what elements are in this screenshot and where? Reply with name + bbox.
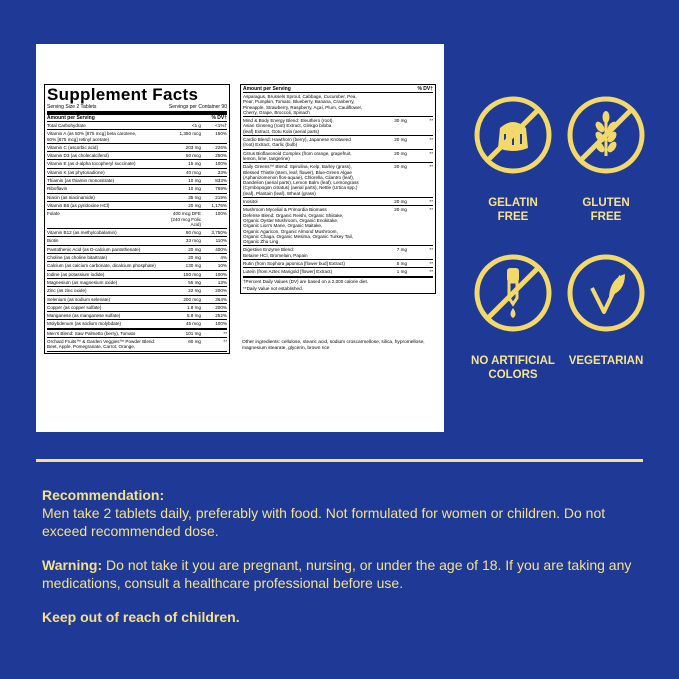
- nutrient-amount: 20 mg: [394, 207, 407, 213]
- table-row: [243, 93, 433, 117]
- nutrient-amount: 7 mg: [396, 247, 407, 253]
- nutrient-dv: 226%: [215, 144, 227, 150]
- table-row: [47, 296, 227, 304]
- table-row: [243, 260, 433, 268]
- nutrient-name: Vitamin D3 (as cholecalciferol): [47, 153, 109, 159]
- nutrient-name: Pantothenic Acid (as D-calcium pantothenate): [47, 246, 141, 252]
- nutrient-dv: **: [429, 150, 433, 156]
- nutrient-amount: 10 mg: [188, 186, 201, 192]
- table-row: [47, 202, 227, 210]
- nutrient-name: Zinc (as zinc oxide): [47, 288, 87, 294]
- warning-heading: Warning:: [42, 557, 103, 573]
- serving-info: [47, 104, 227, 115]
- badge-label-colors: NO ARTIFICIAL COLORS: [471, 355, 555, 381]
- table-header: [47, 115, 227, 122]
- nutrient-dv: 100%: [215, 161, 227, 167]
- nutrient-dv: 10%: [217, 263, 227, 269]
- supplement-facts-title: Supplement Facts: [47, 85, 199, 104]
- nutrient-dv: 1,176%: [211, 202, 227, 208]
- nutrient-name: Vitamin E (as d-alpha tocopheryl succinate): [47, 161, 136, 167]
- nutrient-name: Manganese (as manganese sulfate): [47, 313, 121, 319]
- nutrient-amount: 5.8 mg: [186, 313, 201, 319]
- table-row: [47, 185, 227, 193]
- nutrient-name: Vitamin B12 (as methylcobalamin): [47, 230, 117, 236]
- nutrient-amount: 33 mcg: [185, 238, 201, 244]
- nutrient-name: Vitamin A (as 50% [675 mcg] beta carotene, 50% [675 mcg] retinyl acetate): [47, 131, 137, 142]
- nutrient-amount: 20 mg: [188, 246, 201, 252]
- table-row: [243, 206, 433, 246]
- nutrient-name: Mind & Body Energy Blend: Eleuthero (root), Asian Ginseng (root) Extract, Ginkgo biloba (leaf) Extract, Gotu Kola (aerial parts): [243, 118, 334, 134]
- nutrient-amount: 60 mg: [188, 339, 201, 345]
- table-row: [47, 160, 227, 168]
- nutrient-dv: 13%: [217, 279, 227, 285]
- nutrient-name: Niacin (as niacinamide): [47, 194, 95, 200]
- nutrient-name: Citrus Bioflavonoid Complex (from orange, grapefruit, lemon, lime, tangerine): [243, 150, 352, 161]
- badge-label-gluten: GLUTEN FREE: [582, 197, 630, 223]
- nutrient-amount: 90 mcg: [185, 230, 201, 236]
- nutrient-amount: 10 mg: [188, 178, 201, 184]
- nutrient-dv: 3,750%: [211, 230, 227, 236]
- nutrient-amount: 1,350 mcg: [179, 131, 201, 137]
- nutrient-dv: **: [429, 199, 433, 205]
- badge-label-vegetarian: VEGETARIAN: [568, 355, 644, 367]
- table-row: [47, 304, 227, 312]
- nutrient-dv: 200%: [215, 288, 227, 294]
- nutrient-amount: 55 mg: [188, 279, 201, 285]
- table-row: [243, 117, 433, 136]
- nutrient-amount: 1.8 mg: [186, 304, 201, 310]
- nutrient-dv: 33%: [217, 169, 227, 175]
- nutrient-dv: **: [223, 330, 227, 336]
- table-row: [243, 246, 433, 260]
- header-amount: Amount per Serving: [47, 115, 95, 121]
- nutrient-amount: <1 g: [191, 123, 201, 128]
- table-row: [47, 246, 227, 254]
- table-row: [47, 152, 227, 160]
- header-dv-2: % DV†: [417, 86, 433, 92]
- nutrient-name: Calcium (as calcium carbonate, dicalcium phosphate): [47, 263, 156, 269]
- nutrient-amount: 20 mg: [188, 255, 201, 261]
- nutrient-amount: 5 mg: [396, 261, 407, 267]
- nutrient-dv: **: [429, 247, 433, 253]
- table-row: [47, 144, 227, 152]
- nutrient-name: Vitamin C (ascorbic acid): [47, 144, 98, 150]
- nutrient-dv: 219%: [215, 194, 227, 200]
- nutrient-amount: 101 mg: [185, 330, 201, 336]
- table-row: [243, 150, 433, 164]
- nutrient-amount: 20 mg: [394, 199, 407, 205]
- nutrient-amount: 45 mcg: [185, 321, 201, 327]
- nutrient-name: Choline (as choline bitartrate): [47, 255, 108, 261]
- nutrient-amount: 150 mcg: [183, 271, 201, 277]
- footnote-not-established: **Daily Value not established.: [243, 285, 303, 291]
- nutrient-name: Molybdenum (as sodium molybdate): [47, 321, 122, 327]
- table-row: [47, 287, 227, 295]
- supplement-facts-table-continued: [240, 84, 436, 294]
- table-row: [47, 312, 227, 320]
- nutrient-amount: 200 mcg: [183, 296, 201, 302]
- nutrient-name: Asparagus, Brussels Sprout, Cabbage, Cucumber, Pea, Pear, Pumpkin, Tomato, Blueberry, Banana, Cranberry, Pineapple, Strawberry, Raspberry, Açaí, Plum, Cauliflower, Cherry, Grape, Broccoli, Spinach: [243, 94, 363, 115]
- nutrient-dv: 110%: [215, 238, 227, 244]
- header-amount-2: Amount per Serving: [243, 86, 291, 92]
- nutrient-dv: 252%: [215, 313, 227, 319]
- nutrient-rows: [47, 122, 227, 352]
- nutrient-name: Orchard Fruits™ & Garden Veggies™ Powder Blend: Beet, Apple, Pomegranate, Carrot, Orange,: [47, 339, 156, 350]
- table-row: [47, 237, 227, 245]
- nutrient-amount: [373, 94, 407, 115]
- table-row: [47, 229, 227, 237]
- nutrient-name: Men's Blend: Saw Palmetto (berry), Tomato: [47, 330, 136, 336]
- nutrient-dv: **: [429, 207, 433, 213]
- nutrient-dv: **: [429, 118, 433, 124]
- recommendation-block: [42, 486, 642, 540]
- nutrient-name: Cardio Blend: Hawthorn (berry), Japanese Knotweed (root) Extract, Garlic (bulb): [243, 137, 351, 148]
- table-row: [47, 177, 227, 185]
- nutrient-dv: 100%: [215, 211, 227, 217]
- nutrient-amount: 1 mg: [396, 269, 407, 275]
- recommendation-text: Men take 2 tablets daily, preferably with food. Not formulated for women or children. Do not exceed recommended dose.: [42, 505, 606, 539]
- nutrient-dv: 150%: [215, 131, 227, 137]
- table-row: [47, 210, 227, 229]
- recommendation-heading: Recommendation:: [42, 487, 165, 503]
- nutrient-name: Selenium (as sodium selenate): [47, 296, 111, 302]
- table-row: [47, 271, 227, 279]
- warning-block: [42, 556, 642, 592]
- nutrient-amount: 35 mg: [188, 194, 201, 200]
- nutrient-dv: **: [429, 164, 433, 170]
- header-dv: % DV†: [211, 115, 227, 121]
- table-row: [47, 320, 227, 329]
- nutrient-name: Iodine (as potassium iodide): [47, 271, 105, 277]
- table-row: [47, 122, 227, 130]
- nutrient-name: Digestive Enzyme Blend: Betaine HCl, Bromelain, Papain: [243, 247, 308, 258]
- nutrient-dv: [407, 94, 433, 115]
- nutrient-amount: 30 mg: [394, 118, 407, 124]
- footnote-dv: †Percent Daily Values (DV) are based on a 2,000 calorie diet.: [243, 278, 369, 284]
- supplement-facts-table: [44, 84, 230, 354]
- table-row: [47, 279, 227, 287]
- nutrient-dv: 100%: [215, 321, 227, 327]
- nutrient-name: Folate: [47, 211, 60, 217]
- badge-label-gelatin: GELATIN FREE: [488, 197, 538, 223]
- nutrient-name: Biotin: [47, 238, 59, 244]
- nutrient-dv: **: [429, 261, 433, 267]
- nutrient-name: Total Carbohydrate: [47, 123, 86, 128]
- nutrient-dv: 100%: [215, 271, 227, 277]
- blend-rows: [243, 93, 433, 278]
- nutrient-amount: 400 mcg DFE (240 mcg Folic Acid): [170, 211, 201, 227]
- nutrient-dv: **: [429, 269, 433, 275]
- nutrient-name: Copper (as copper sulfate): [47, 304, 102, 310]
- nutrient-dv: 769%: [215, 186, 227, 192]
- nutrient-name: Thiamin (as thiamin mononitrate): [47, 178, 115, 184]
- nutrient-dv: 833%: [215, 178, 227, 184]
- nutrient-amount: 50 mcg: [185, 153, 201, 159]
- gelatin-free-icon: [472, 94, 554, 176]
- nutrient-name: Inositol: [243, 199, 258, 205]
- table-row: [243, 198, 433, 206]
- nutrient-dv: 400%: [215, 246, 227, 252]
- serving-size: Serving Size 2 Tablets: [47, 104, 97, 110]
- gluten-free-icon: [565, 94, 647, 176]
- nutrient-dv: **: [223, 339, 227, 345]
- table-row: [47, 262, 227, 270]
- nutrient-amount: 20 mg: [394, 137, 407, 143]
- keep-out-text: Keep out of reach of children.: [42, 609, 240, 625]
- vegetarian-icon: [565, 252, 647, 334]
- nutrient-name: Lutein (from Aztec Marigold [flower] Extract): [243, 269, 333, 275]
- nutrient-amount: 130 mg: [185, 263, 201, 269]
- table-row: [243, 268, 433, 277]
- nutrient-name: Rutin (from Sophora japonica [flower bud] Extract): [243, 261, 345, 267]
- warning-text: Do not take it you are pregnant, nursing, or under the age of 18. If you are taking any medications, consult a healthcare professional before use.: [42, 557, 632, 591]
- nutrient-dv: <1%†: [215, 123, 227, 128]
- nutrient-dv: 250%: [215, 153, 227, 159]
- nutrient-amount: 40 mcg: [185, 169, 201, 175]
- nutrient-name: Daily Greens™ Blend: Spirulina, Kelp, Barley (grass), Blessed Thistle (stem, leaf, flower), Blue-Green Algae (Aphanizomenon flos-aquae), Chlorella, Cilantro (leaf), Dandelion (aerial parts), Lemon Balm (leaf), Lemongrass (Cymbopogon citratus) (aerial parts), Nettle (Urtica spp.) (leaf), Plantain (leaf), Wheat (grass): [243, 164, 359, 196]
- nutrient-dv: 364%: [215, 296, 227, 302]
- table-row: [47, 330, 227, 338]
- table-row: [243, 136, 433, 150]
- table-header-continued: [243, 86, 433, 93]
- no-artificial-colors-icon: [472, 252, 554, 334]
- table-row: [47, 338, 227, 352]
- nutrient-dv: 4%: [220, 255, 227, 261]
- nutrient-amount: 20 mg: [394, 164, 407, 170]
- table-row: [47, 254, 227, 262]
- nutrient-dv: **: [429, 137, 433, 143]
- servings-per-container: Servings per Container 90: [168, 104, 227, 110]
- nutrient-name: Vitamin B6 (as pyridoxine HCl): [47, 202, 110, 208]
- divider-line: [36, 459, 643, 462]
- nutrient-amount: 20 mg: [188, 202, 201, 208]
- nutrient-name: Vitamin K (as phytonadione): [47, 169, 105, 175]
- nutrient-amount: 203 mg: [185, 144, 201, 150]
- table-row: [47, 130, 227, 144]
- nutrient-name: Magnesium (as magnesium oxide): [47, 279, 118, 285]
- nutrient-amount: 15 mg: [188, 161, 201, 167]
- nutrient-name: Riboflavin: [47, 186, 68, 192]
- nutrient-amount: 20 mg: [394, 150, 407, 156]
- table-row: [47, 194, 227, 202]
- table-row: [243, 163, 433, 198]
- table-row: [47, 169, 227, 177]
- supplement-facts-panel: [36, 44, 444, 432]
- nutrient-name: Mushroom Mycelial & Primordia Biomass Defense Blend: Organic Reishi, Organic Shiitake, Organic Oyster Mushroom, Organic Enokitake, Organic Lion's Mane, Organic Maitake, Organic Agaricon, Organic Almond Mushroom, Organic Chaga, Organic Mesima, Organic Turkey Tail, Organic Zhu Ling: [243, 207, 353, 245]
- other-ingredients: Other ingredients: cellulose, stearic acid, sodium croscarmellose, silica, hypromellose, magnesium stearate, glycerin, brown rice: [242, 340, 425, 351]
- nutrient-dv: 200%: [215, 304, 227, 310]
- nutrient-amount: 22 mg: [188, 288, 201, 294]
